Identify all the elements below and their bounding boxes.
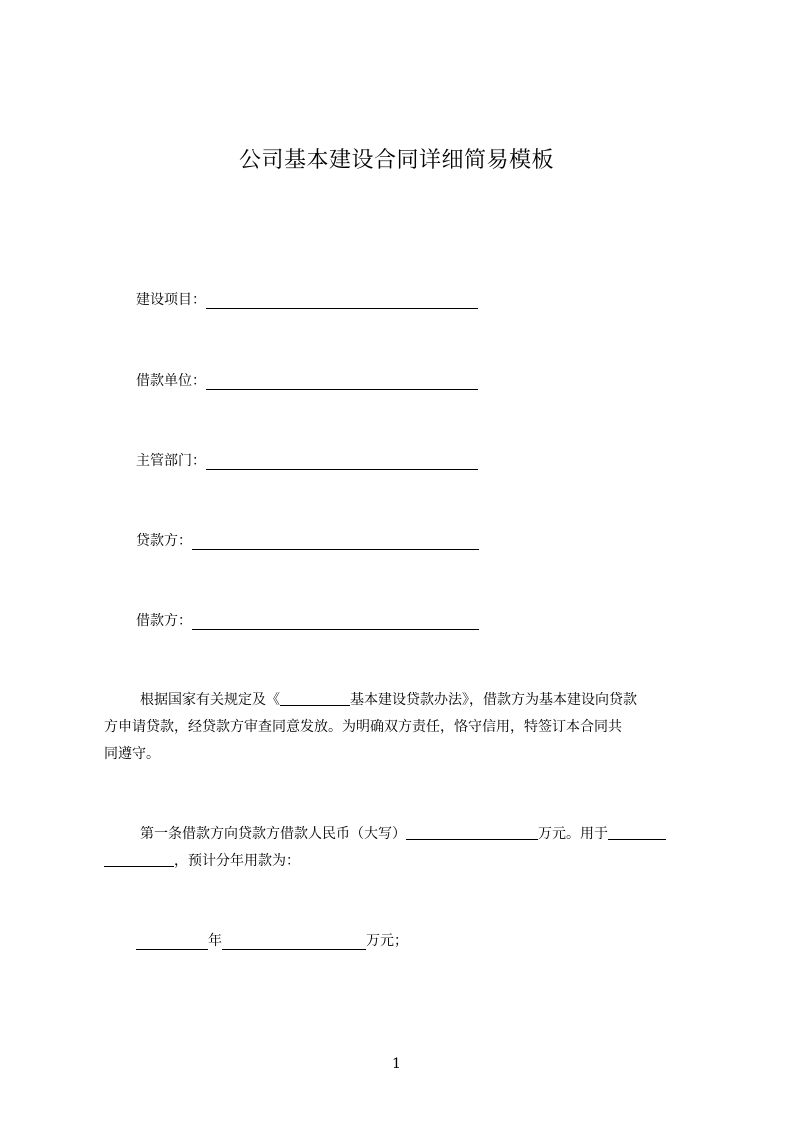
article-1-text-1b: 万元。用于 <box>538 826 608 842</box>
field-project-blank[interactable] <box>206 294 478 309</box>
field-department-label: 主管部门： <box>136 453 206 469</box>
schedule-year-blank[interactable] <box>136 935 208 950</box>
field-project-label: 建设项目： <box>136 292 206 308</box>
field-lender-blank[interactable] <box>192 535 479 550</box>
amount-capital-blank[interactable] <box>406 825 538 840</box>
purpose-blank-1[interactable] <box>608 825 666 840</box>
field-department <box>136 452 478 470</box>
intro-text-1b: 基本建设贷款办法》，借款方为基本建设向贷款 <box>350 692 637 708</box>
schedule-year-label: 年 <box>208 933 222 949</box>
field-borrower-unit-label: 借款单位： <box>136 373 206 389</box>
field-borrower-label: 借款方： <box>136 613 192 629</box>
document-title: 公司基本建设合同详细简易模板 <box>238 148 554 173</box>
field-lender-label: 贷款方： <box>136 533 192 549</box>
field-department-blank[interactable] <box>206 455 478 470</box>
purpose-blank-2[interactable] <box>104 852 174 867</box>
field-lender <box>136 532 479 550</box>
article-1-paragraph <box>104 821 704 875</box>
intro-paragraph <box>104 687 704 768</box>
page-number: 1 <box>392 1056 401 1072</box>
intro-text-3: 同遵守。 <box>104 746 160 762</box>
law-name-blank[interactable] <box>280 691 350 706</box>
article-1-text-2: ，预计分年用款为： <box>174 853 300 869</box>
intro-text-2: 方申请贷款，经贷款方审查同意发放。为明确双方责任，恪守信用，特签订本合同共 <box>104 719 622 735</box>
field-borrower-unit-blank[interactable] <box>206 375 478 390</box>
field-borrower <box>136 612 479 630</box>
article-1-text-1a: 第一条借款方向贷款方借款人民币（大写） <box>140 826 406 842</box>
intro-text-1a: 根据国家有关规定及《 <box>140 692 280 708</box>
schedule-amount-blank[interactable] <box>222 935 366 950</box>
field-project <box>136 291 478 309</box>
schedule-row <box>136 932 408 950</box>
field-borrower-blank[interactable] <box>192 615 479 630</box>
schedule-amount-unit: 万元； <box>366 933 408 949</box>
field-borrower-unit <box>136 372 478 390</box>
